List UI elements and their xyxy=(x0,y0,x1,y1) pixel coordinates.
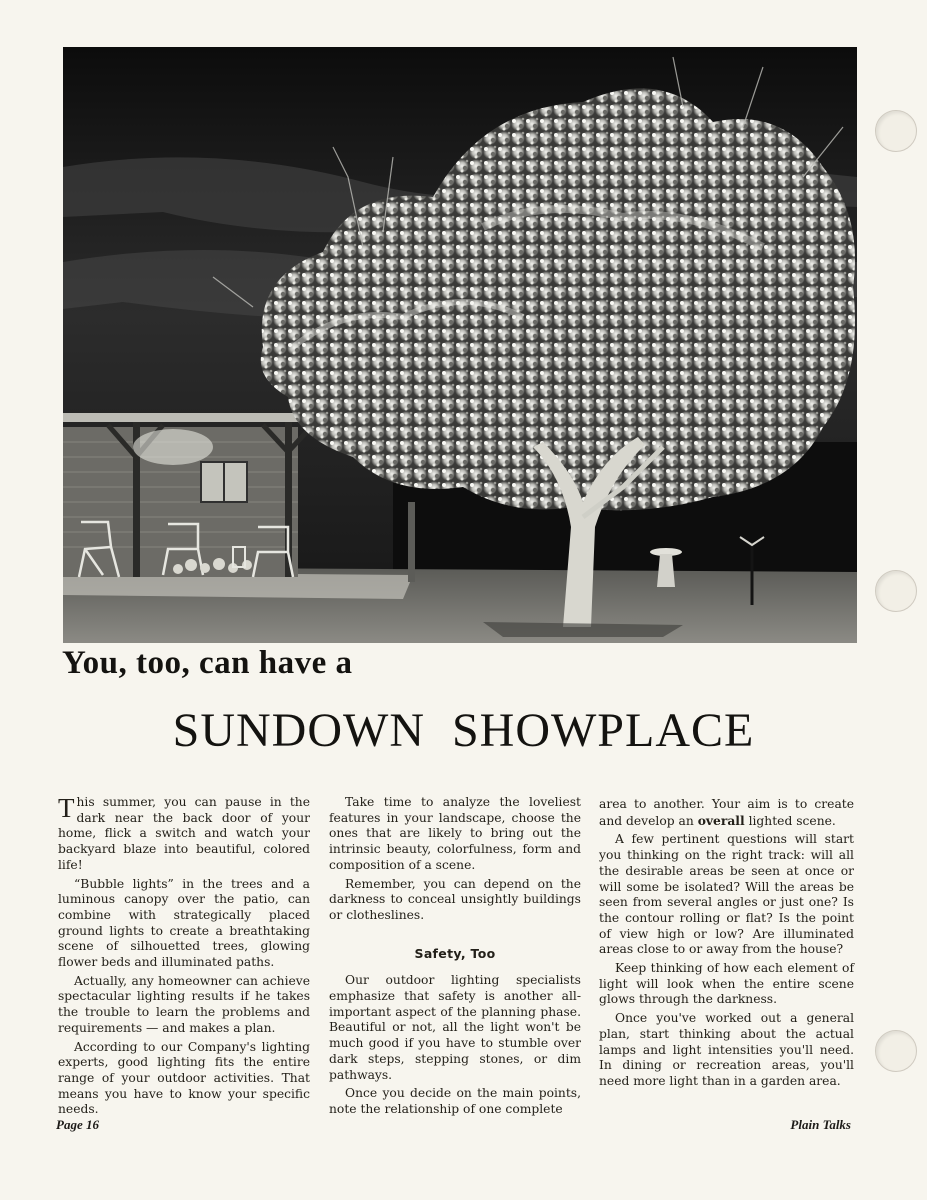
subhead-safety: Safety, Too xyxy=(414,945,496,961)
paragraph: Remember, you can depend on the darkness to conceal unsightly buildings or clotheslines. xyxy=(329,876,581,922)
paragraph: This summer, you can pause in the dark near the back door of your home, flick a switch and watch your backyard blaze into beautiful, colored life! xyxy=(58,793,310,872)
page-number: Page 16 xyxy=(56,1117,99,1132)
article-column-3 xyxy=(599,797,854,1093)
paragraph: Our outdoor lighting specialists emphasize that safety is another all-important aspect of the planning phase. Beautiful or not, all the light won't be much good if you have to stumble over dark steps, stepping stones, or dim pathways. xyxy=(329,973,581,1082)
drop-cap: T xyxy=(58,793,75,823)
paragraph: Actually, any homeowner can achieve spectacular lighting results if he takes the trouble to learn the problems and requirements — and makes a plan. xyxy=(58,973,310,1035)
article-column-1 xyxy=(58,795,310,1121)
paragraph: Keep thinking of how each element of light will look when the entire scene glows through the darkness. xyxy=(599,961,854,1007)
paragraph: area to another. Your aim is to create and develop an overall lighted scene. xyxy=(599,797,854,828)
publication-name: Plain Talks xyxy=(790,1117,851,1132)
emphasis-overall: overall xyxy=(697,812,745,828)
paragraph: Once you decide on the main points, note the relationship of one complete xyxy=(329,1086,581,1116)
headline: SUNDOWN SHOWPLACE xyxy=(172,704,755,757)
article-column-2 xyxy=(329,795,581,1121)
binder-hole-top xyxy=(875,110,917,152)
paragraph: Take time to analyze the loveliest features in your landscape, choose the ones that are likely to bring out the intrinsic beauty, colorfulness, form and composition of a scene. xyxy=(329,795,581,872)
paragraph: Once you've worked out a general plan, start thinking about the actual lamps and light intensities you'll need. In dining or recreation areas, you'll need more light than in a garden area. xyxy=(599,1011,854,1088)
binder-hole-middle xyxy=(875,570,917,612)
paragraph: A few pertinent questions will start you thinking on the right track: will all the desirable areas be seen at once or will some be isolated? Will the areas be seen from several angles or just one? Is the contour rolling or flat? Is the point of view high or low? Are illuminated areas close to or away from the house? xyxy=(599,832,854,957)
night-garden-photo xyxy=(63,47,857,643)
paragraph: According to our Company's lighting experts, good lighting fits the entire range of your outdoor activities. That means you have to know your specific needs. xyxy=(58,1039,310,1117)
kicker-line: You, too, can have a xyxy=(62,645,353,681)
binder-hole-bottom xyxy=(875,1030,917,1072)
paragraph: “Bubble lights” in the trees and a luminous canopy over the patio, can combine with strategically placed ground lights to create a breathtaking scene of silhouetted trees, glowing flower beds and illuminated paths. xyxy=(58,876,310,970)
